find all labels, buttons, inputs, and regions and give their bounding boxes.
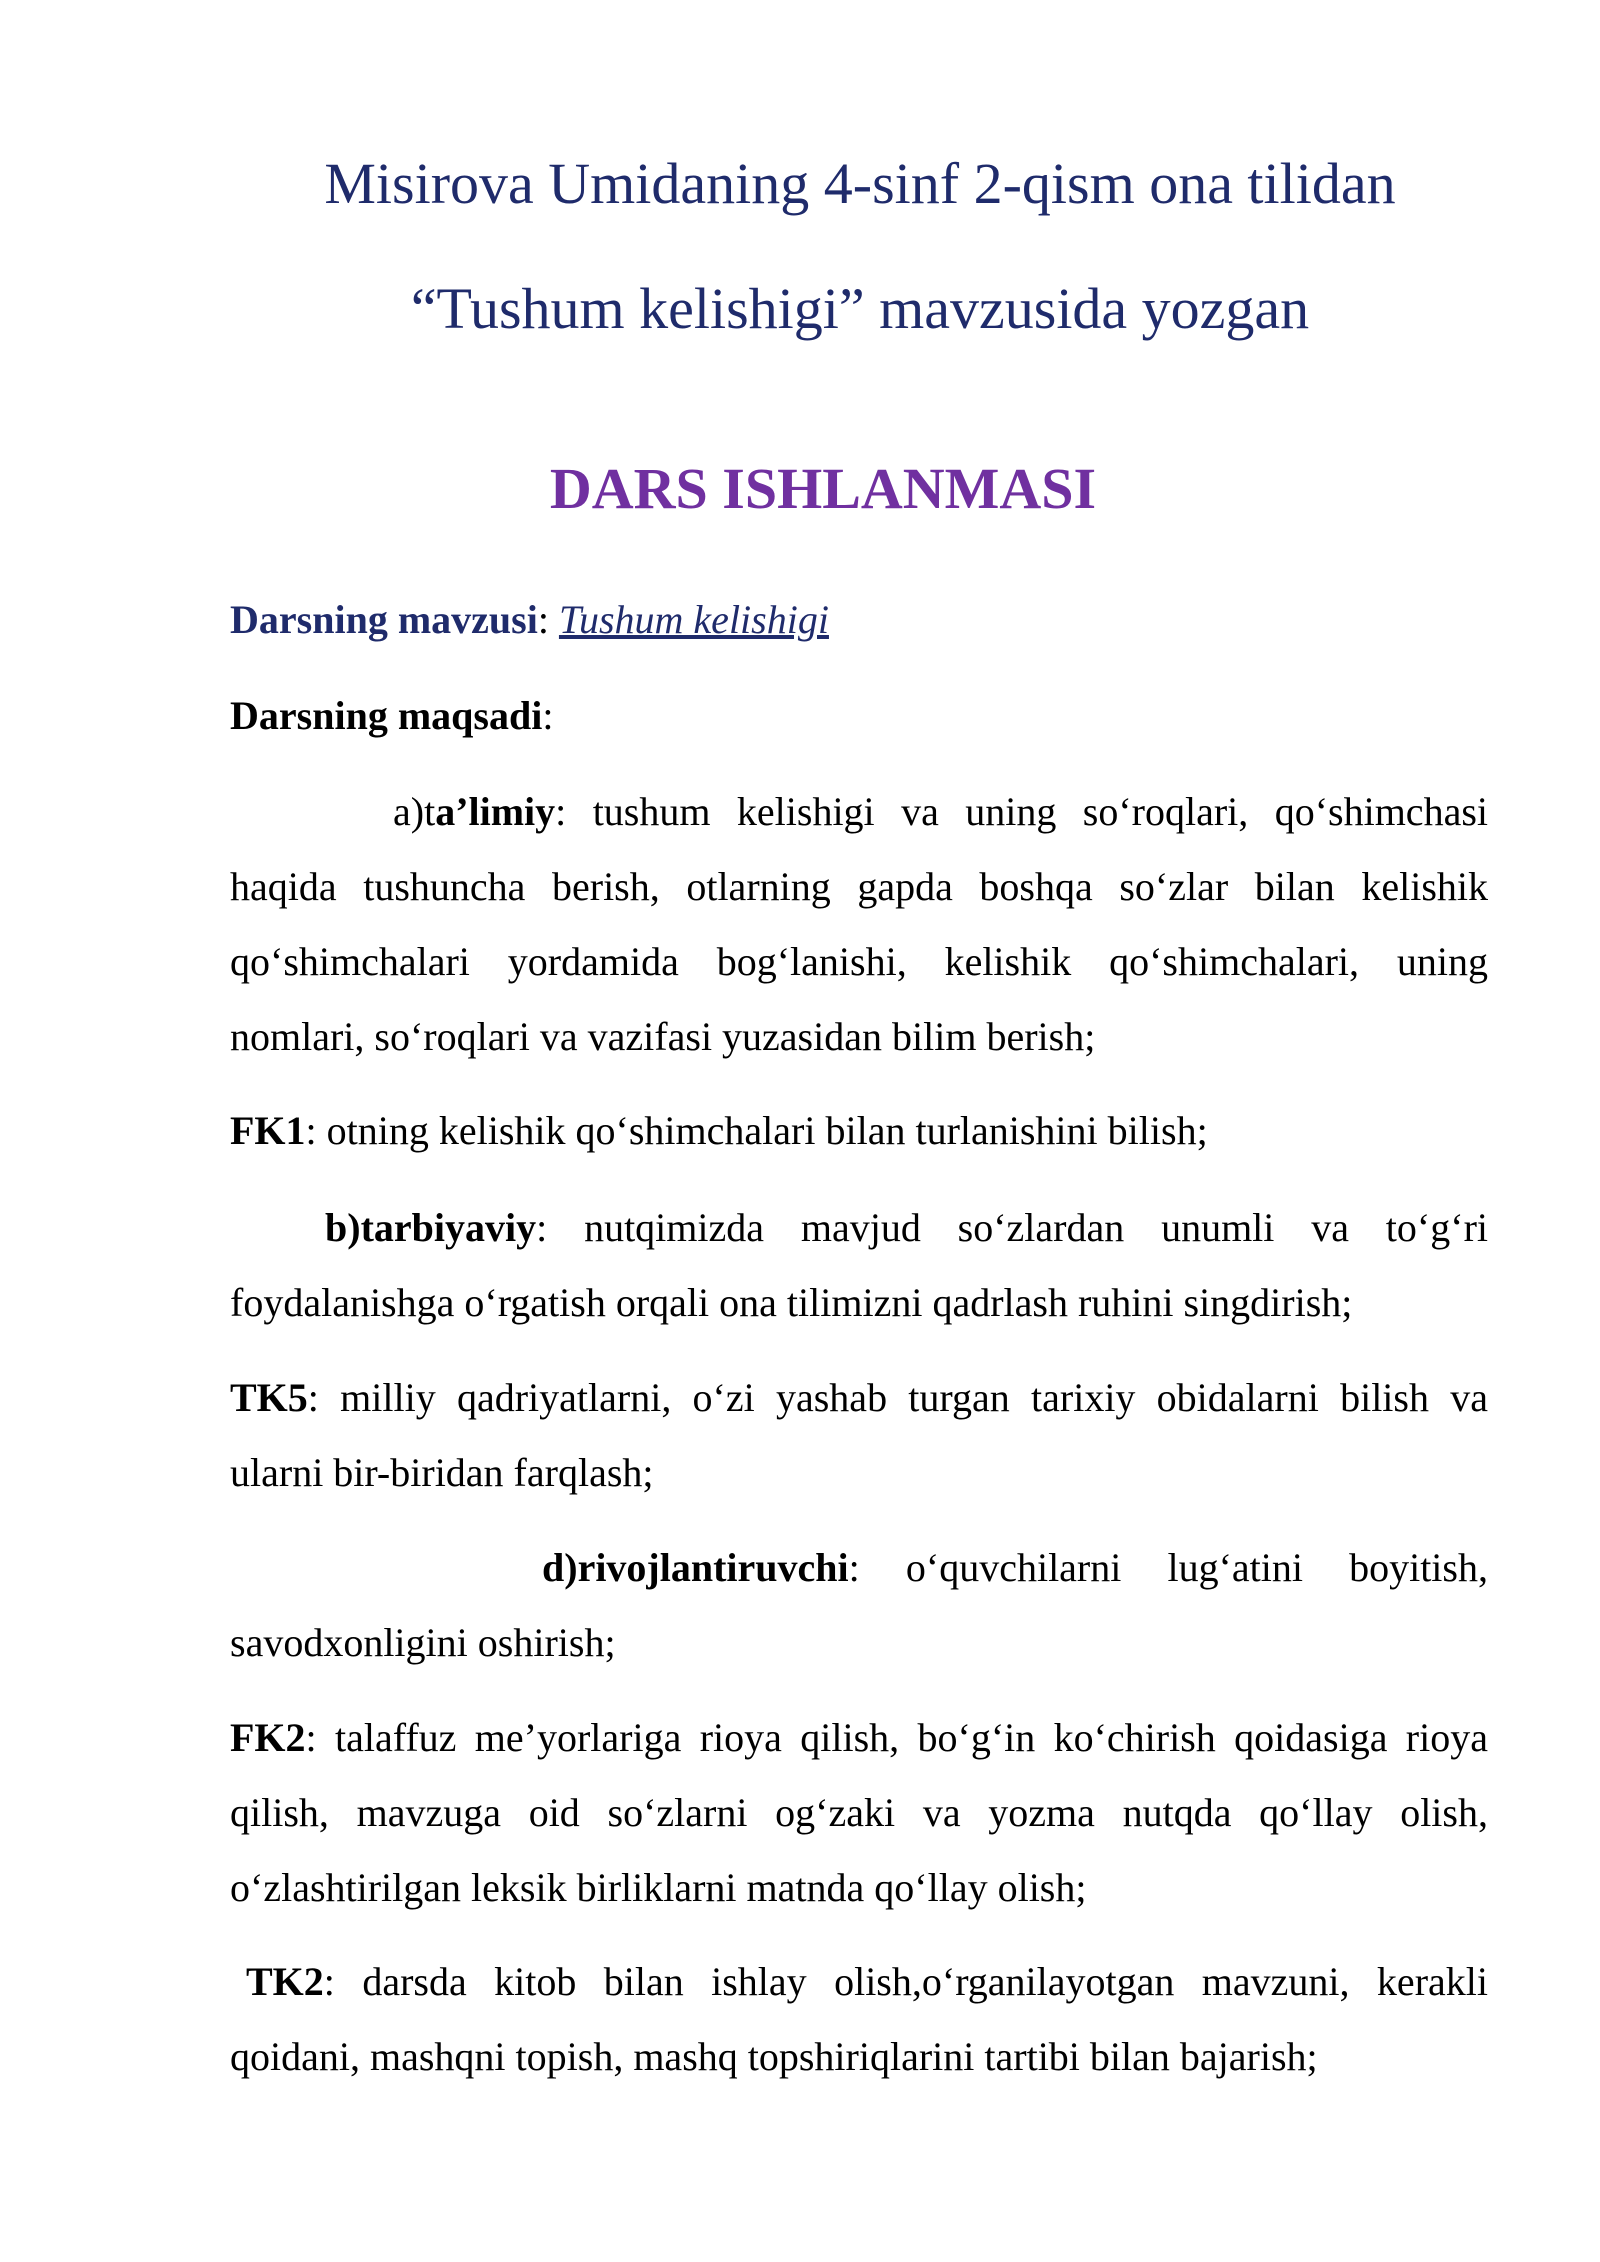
educational-goal-text: : tushum kelishigi va uning so‘roqlari, qo‘shimchasi haqida tushuncha berish, otlarning gapda boshqa so‘zlar bilan kelishik qo‘shimchalari yordamida bog‘lanishi, kelishik qo‘shimchalari, uning nomlari, so‘roqlari va vazifasi yuzasidan bilim berish;: [230, 789, 1488, 1059]
fk2-text: : talaffuz me’yorlariga rioya qilish, bo‘g‘in ko‘chirish qoidasiga rioya qilish, mavzuga oid so‘zlarni og‘zaki va yozma nutqda qo‘llay olish, o‘zlashtirilgan leksik birliklarni matnda qo‘llay olish;: [230, 1715, 1488, 1910]
lesson-topic-paragraph: [230, 582, 1488, 657]
lesson-topic-label: Darsning mavzusi: [230, 597, 538, 642]
document-heading: DARS ISHLANMASI: [549, 456, 1097, 521]
developmental-goal-label: d)rivojlantiruvchi: [542, 1545, 849, 1590]
upbringing-goal-paragraph: [230, 1190, 1488, 1340]
lesson-topic-colon: :: [537, 597, 549, 642]
fk1-paragraph: [230, 1093, 1488, 1168]
tk5-label: TK5: [230, 1375, 308, 1420]
developmental-goal-text: : o‘quvchilarni lug‘atini boyitish, savodxonligini oshirish;: [230, 1545, 1488, 1665]
tk2-paragraph: [230, 1944, 1488, 2094]
upbringing-goal-text: : nutqimizda mavjud so‘zlardan unumli va to‘g‘ri foydalanishga o‘rgatish orqali ona tilimizni qadrlash ruhini singdirish;: [230, 1205, 1488, 1325]
tk2-label: TK2: [246, 1959, 324, 2004]
educational-goal-paragraph: [230, 774, 1488, 1074]
fk2-label: FK2: [230, 1715, 306, 1760]
developmental-goal-paragraph: [230, 1530, 1488, 1680]
educational-goal-label: a’limiy: [435, 789, 556, 834]
educational-goal-prefix: a)t: [393, 789, 436, 834]
lesson-goal-colon: :: [542, 693, 554, 738]
tk5-text: : milliy qadriyatlarni, o‘zi yashab turgan tarixiy obidalarni bilish va ularni bir-biridan farqlash;: [230, 1375, 1488, 1495]
lesson-topic-value: Tushum kelishigi: [558, 597, 829, 642]
tk2-text: : darsda kitob bilan ishlay olish,o‘rganilayotgan mavzuni, kerakli qoidani, mashqni topish, mashq topshiriqlarini tartibi bilan bajarish;: [230, 1959, 1488, 2079]
fk1-label: FK1: [230, 1108, 306, 1153]
lesson-goal-label: Darsning maqsadi: [230, 693, 543, 738]
lesson-goal-paragraph: [230, 678, 1488, 753]
upbringing-goal-label: b)tarbiyaviy: [325, 1205, 537, 1250]
document-title-line-1: Misirova Umidaning 4-sinf 2-qism ona tilidan: [324, 151, 1396, 216]
tk5-paragraph: [230, 1360, 1488, 1510]
fk2-paragraph: [230, 1700, 1488, 1925]
document-title-line-2: “Tushum kelishigi” mavzusida yozgan: [410, 276, 1310, 341]
fk1-text: : otning kelishik qo‘shimchalari bilan turlanishini bilish;: [305, 1108, 1208, 1153]
